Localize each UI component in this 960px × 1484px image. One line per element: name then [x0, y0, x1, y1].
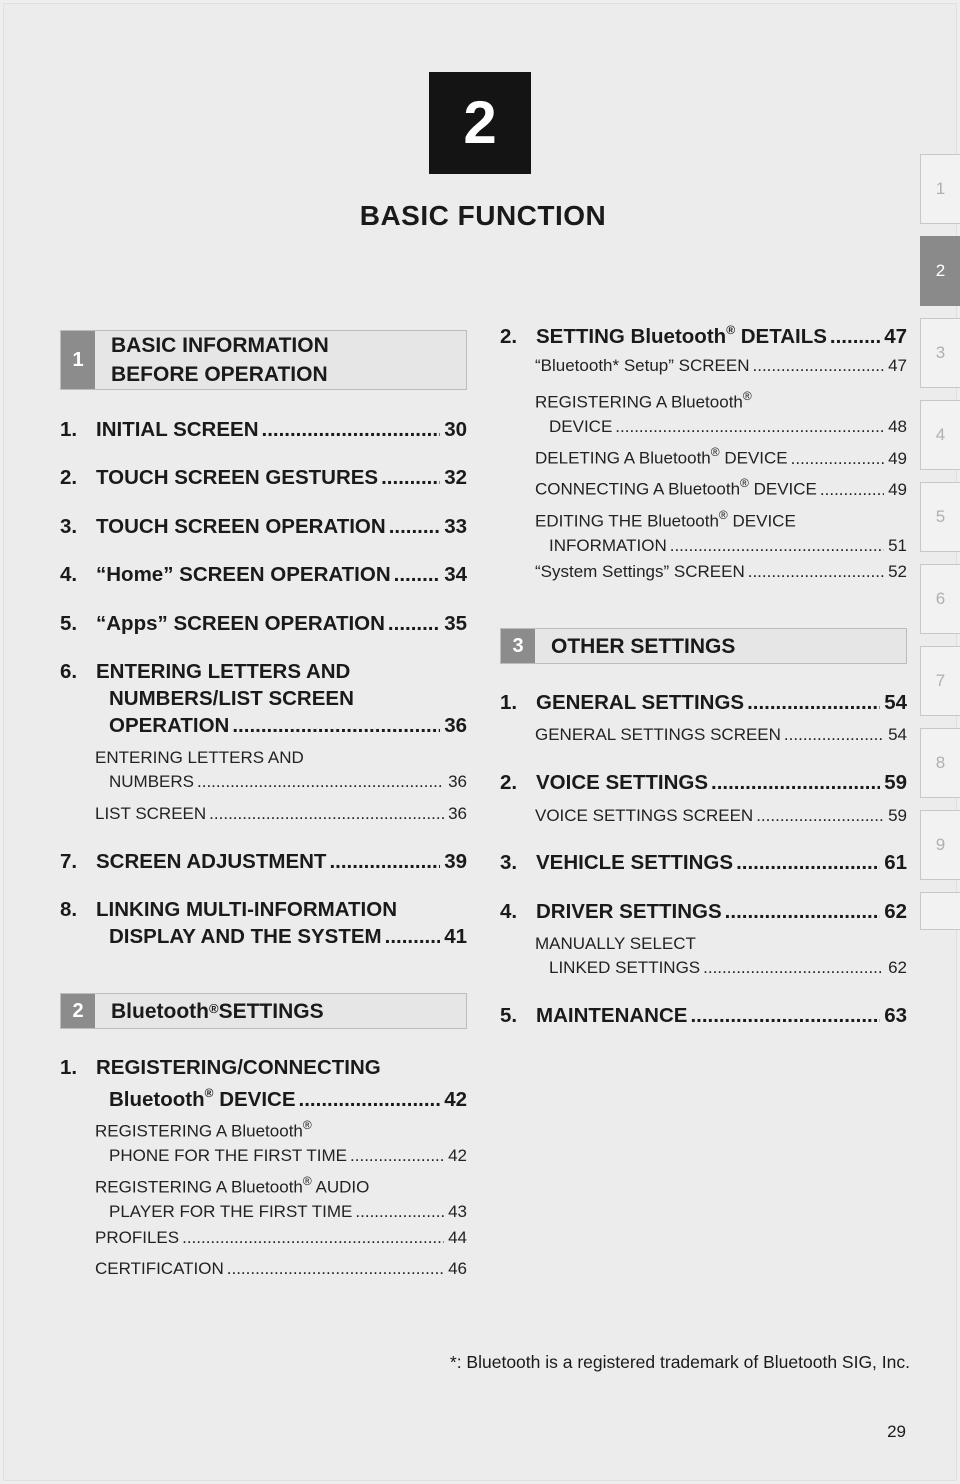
entry-number: 1.: [60, 1056, 78, 1079]
entry-label: VOICE SETTINGS: [536, 771, 708, 794]
section-title: Bluetooth ® SETTINGS: [111, 999, 324, 1023]
entry-number: 3.: [500, 851, 518, 874]
entry-number: 1.: [60, 418, 78, 441]
subentry-page: 52: [888, 562, 907, 581]
entry-label: “Home” SCREEN OPERATION: [96, 563, 391, 586]
toc-entry[interactable]: [500, 769, 907, 796]
subentry-page: 44: [448, 1228, 467, 1247]
subentry-page: 62: [888, 958, 907, 977]
entry-page: 39: [444, 850, 467, 873]
toc-entry[interactable]: [60, 416, 467, 443]
subentry-label-line: REGISTERING A Bluetooth®: [535, 389, 752, 412]
toc-subentry[interactable]: [500, 560, 907, 584]
toc-entry[interactable]: [60, 658, 467, 739]
subentry-page: 59: [888, 806, 907, 825]
subentry-label: DEVICE: [549, 416, 613, 436]
entry-label: MAINTENANCE: [536, 1004, 688, 1027]
entry-label: VEHICLE SETTINGS: [536, 851, 734, 874]
section-title: [95, 331, 466, 389]
entry-label: “Apps” SCREEN OPERATION: [96, 612, 385, 635]
toc-entry[interactable]: [500, 849, 907, 876]
toc-entry[interactable]: [60, 848, 467, 875]
toc-entry[interactable]: [500, 1002, 907, 1029]
entry-label: OPERATION: [109, 714, 230, 737]
toc-entry[interactable]: [60, 610, 467, 637]
toc-subentry[interactable]: [60, 1170, 467, 1224]
entry-number: 5.: [500, 1004, 518, 1027]
entry-number: 2.: [500, 324, 518, 348]
toc-subentry[interactable]: [60, 746, 467, 794]
entry-label-line: REGISTERING/CONNECTING: [96, 1056, 381, 1079]
chapter-number: 2: [463, 89, 497, 156]
entry-label: TOUCH SCREEN GESTURES: [96, 466, 379, 489]
section-header-1: [60, 330, 467, 390]
thumb-tab-index[interactable]: [920, 892, 960, 930]
subentry-label-line: REGISTERING A Bluetooth®: [95, 1118, 312, 1141]
entry-page: 32: [444, 466, 467, 489]
section-title-line: BASIC INFORMATION: [111, 334, 329, 357]
subentry-page: 49: [888, 448, 907, 468]
section-number: 2: [61, 994, 95, 1028]
subentry-label-line: EDITING THE Bluetooth® DEVICE: [535, 508, 796, 531]
entry-number: 2.: [60, 466, 78, 489]
entry-number: 4.: [60, 563, 78, 586]
entry-label: TOUCH SCREEN OPERATION: [96, 515, 386, 538]
entry-page: 42: [444, 1087, 467, 1111]
section-header-2: [60, 993, 467, 1029]
chapter-number-box: [429, 72, 531, 174]
thumb-tab-8[interactable]: 8: [920, 728, 960, 798]
thumb-tab-7[interactable]: 7: [920, 646, 960, 716]
toc-subentry[interactable]: [500, 723, 907, 747]
chapter-title: BASIC FUNCTION: [359, 200, 607, 231]
entry-page: 54: [884, 691, 907, 714]
entry-number: 6.: [60, 660, 78, 683]
subentry-label: INFORMATION: [549, 535, 667, 555]
entry-page: 33: [444, 515, 467, 538]
thumb-tab-1[interactable]: 1: [920, 154, 960, 224]
subentry-label: CERTIFICATION: [95, 1259, 224, 1278]
thumb-tab-6[interactable]: 6: [920, 564, 960, 634]
page-number: 29: [887, 1422, 906, 1441]
entry-page: 59: [884, 771, 907, 794]
toc-entry[interactable]: [60, 896, 467, 950]
thumb-tab-4[interactable]: 4: [920, 400, 960, 470]
subentry-label: DELETING A Bluetooth® DEVICE: [535, 445, 788, 468]
subentry-page: 47: [888, 356, 907, 375]
entry-label-line: NUMBERS/LIST SCREEN: [109, 687, 354, 710]
entry-page: 41: [444, 925, 467, 948]
entry-page: 35: [444, 612, 467, 635]
entry-label: GENERAL SETTINGS: [536, 691, 745, 714]
entry-page: 63: [884, 1004, 907, 1027]
subentry-page: 36: [448, 772, 467, 791]
toc-subentry[interactable]: [500, 385, 907, 439]
entry-page: 30: [444, 418, 467, 441]
subentry-label: PROFILES: [95, 1228, 180, 1247]
entry-label: INITIAL SCREEN: [96, 418, 259, 441]
toc-subentry[interactable]: [500, 472, 907, 502]
toc-subentry[interactable]: [500, 932, 907, 980]
toc-subentry[interactable]: [60, 1226, 467, 1250]
subentry-label-line: ENTERING LETTERS AND: [95, 748, 304, 767]
entry-label: SETTING Bluetooth® DETAILS: [536, 323, 827, 348]
toc-subentry[interactable]: [500, 804, 907, 828]
toc-subentry[interactable]: [60, 802, 467, 826]
entry-number: 5.: [60, 612, 78, 635]
entry-label: SCREEN ADJUSTMENT: [96, 850, 327, 873]
subentry-label: PLAYER FOR THE FIRST TIME: [109, 1201, 353, 1221]
entry-number: 2.: [500, 771, 518, 794]
toc-entry[interactable]: [500, 898, 907, 925]
chapter-thumb-tabs: [920, 154, 960, 942]
subentry-label: CONNECTING A Bluetooth® DEVICE: [535, 476, 817, 499]
thumb-tab-5[interactable]: 5: [920, 482, 960, 552]
subentry-page: 48: [888, 416, 907, 436]
subentry-page: 49: [888, 479, 907, 499]
section-header-3: [500, 628, 907, 664]
entry-page: 62: [884, 900, 907, 923]
toc-entry[interactable]: [60, 513, 467, 540]
entry-number: 3.: [60, 515, 78, 538]
toc-subentry[interactable]: [60, 1257, 467, 1281]
entry-label-line: LINKING MULTI-INFORMATION: [96, 898, 397, 921]
thumb-tab-2[interactable]: 2: [920, 236, 960, 306]
section-title-line: BEFORE OPERATION: [111, 363, 328, 386]
entry-label-line: ENTERING LETTERS AND: [96, 660, 351, 683]
entry-number: 1.: [500, 691, 518, 714]
subentry-label: VOICE SETTINGS SCREEN: [535, 806, 754, 825]
section-number: 1: [61, 331, 95, 389]
subentry-label: LIST SCREEN: [95, 804, 207, 823]
subentry-page: 46: [448, 1259, 467, 1278]
subentry-page: 43: [448, 1201, 467, 1221]
subentry-label: GENERAL SETTINGS SCREEN: [535, 725, 781, 744]
subentry-label: “Bluetooth* Setup” SCREEN: [535, 356, 750, 375]
entry-number: 4.: [500, 900, 518, 923]
subentry-label: PHONE FOR THE FIRST TIME: [109, 1145, 348, 1165]
toc-subentry[interactable]: [500, 504, 907, 558]
entry-page: 61: [884, 851, 907, 874]
entry-label: DRIVER SETTINGS: [536, 900, 722, 923]
entry-number: 7.: [60, 850, 78, 873]
subentry-page: 36: [448, 804, 467, 823]
entry-label: DISPLAY AND THE SYSTEM: [109, 925, 382, 948]
entry-page: 47: [884, 324, 907, 348]
trademark-footnote: *: Bluetooth is a registered trademark of Bluetooth SIG, Inc.: [449, 1352, 910, 1372]
toc-entry[interactable]: [500, 689, 907, 716]
entry-label: Bluetooth® DEVICE: [109, 1086, 296, 1111]
section-title: OTHER SETTINGS: [551, 634, 736, 658]
entry-page: 34: [444, 563, 467, 586]
subentry-page: 51: [888, 535, 907, 555]
subentry-label-line: MANUALLY SELECT: [535, 934, 696, 953]
subentry-label: NUMBERS: [109, 772, 195, 791]
toc-entry[interactable]: [60, 561, 467, 588]
toc-subentry[interactable]: [60, 1114, 467, 1168]
thumb-tab-3[interactable]: 3: [920, 318, 960, 388]
entry-number: 8.: [60, 898, 78, 921]
subentry-page: 42: [448, 1145, 467, 1165]
subentry-label: LINKED SETTINGS: [549, 958, 701, 977]
subentry-label: “System Settings” SCREEN: [535, 562, 745, 581]
toc-subentry[interactable]: [500, 441, 907, 471]
entry-page: 36: [444, 714, 467, 737]
toc-entry[interactable]: [60, 1054, 467, 1113]
toc-subentry[interactable]: [500, 354, 907, 378]
subentry-page: 54: [888, 725, 907, 744]
toc-entry[interactable]: [500, 318, 907, 350]
subentry-label-line: REGISTERING A Bluetooth® AUDIO: [95, 1174, 370, 1197]
thumb-tab-9[interactable]: 9: [920, 810, 960, 880]
section-number: 3: [501, 629, 535, 663]
toc-entry[interactable]: [60, 464, 467, 491]
